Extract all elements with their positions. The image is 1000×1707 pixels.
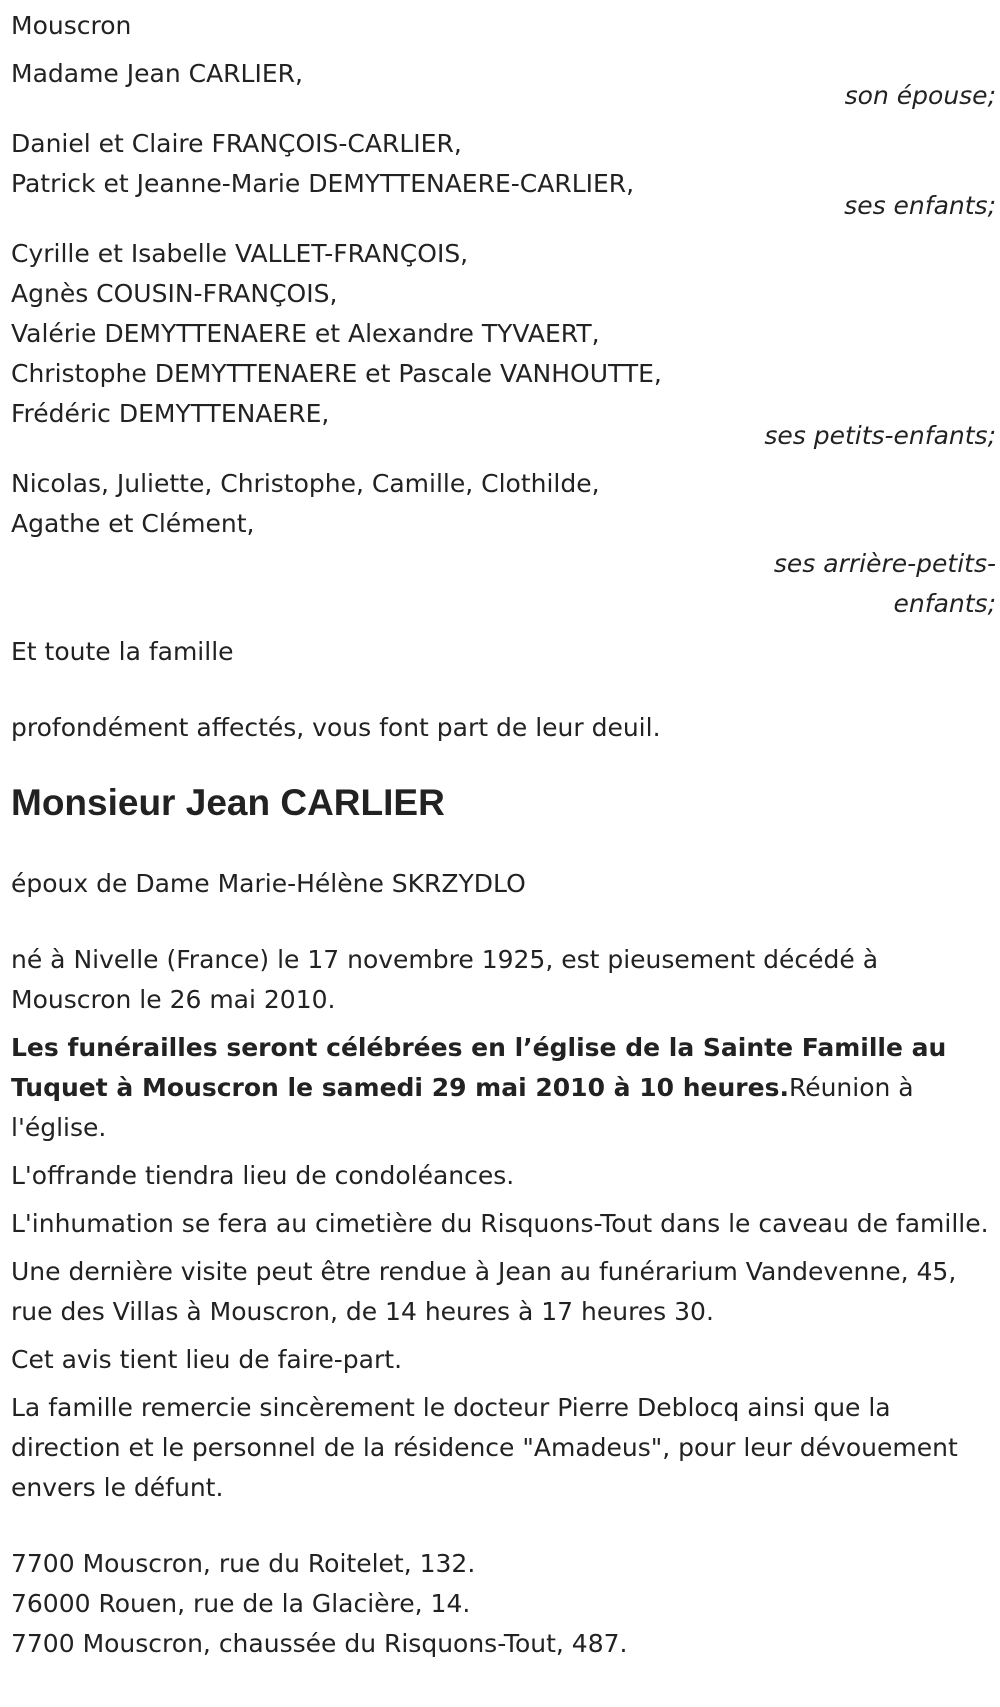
great-grandchild-name: Nicolas, Juliette, Christophe, Camille, Clothilde, bbox=[11, 469, 600, 498]
burial-paragraph: L'inhumation se fera au cimetière du Risquons-Tout dans le caveau de famille. bbox=[11, 1209, 989, 1238]
grandchildren-relation: ses petits-enfants; bbox=[764, 421, 996, 450]
spouse-name: Madame Jean CARLIER, bbox=[11, 59, 303, 88]
funeral-bold-text: Les funérailles seront célébrées en l’église de la Sainte Famille au Tuquet à Mouscron le samedi 29 mai 2010 à 10 heures. bbox=[11, 1033, 947, 1102]
grandchild-name: Christophe DEMYTTENAERE et Pascale VANHOUTTE, bbox=[11, 359, 662, 388]
grandchild-name: Valérie DEMYTTENAERE et Alexandre TYVAERT, bbox=[11, 319, 600, 348]
visit-paragraph: Une dernière visite peut être rendue à Jean au funérarium Vandevenne, 45, rue des Villas à Mouscron, de 14 heures à 17 heures 30. bbox=[11, 1257, 957, 1326]
great-grandchildren-relation-line1: ses arrière-petits- bbox=[773, 549, 996, 578]
great-grandchildren-relation-line2: enfants; bbox=[893, 589, 996, 618]
children-block bbox=[11, 124, 996, 226]
announcement-line: profondément affectés, vous font part de leur deuil. bbox=[11, 713, 661, 742]
obituary-notice bbox=[11, 6, 996, 1664]
thanks-paragraph: La famille remercie sincèrement le docteur Pierre Deblocq ainsi que la direction et le personnel de la résidence "Amadeus", pour leur dévouement envers le défunt. bbox=[11, 1393, 958, 1502]
birth-death-paragraph: né à Nivelle (France) le 17 novembre 1925, est pieusement décédé à Mouscron le 26 mai 2010. bbox=[11, 945, 879, 1014]
spouse-relation: son épouse; bbox=[844, 81, 996, 110]
addresses-block bbox=[11, 1544, 996, 1664]
address-line: 7700 Mouscron, rue du Roitelet, 132. bbox=[11, 1549, 476, 1578]
funeral-paragraph bbox=[11, 1028, 996, 1148]
children-relation: ses enfants; bbox=[844, 191, 996, 220]
grandchild-name: Agnès COUSIN-FRANÇOIS, bbox=[11, 279, 338, 308]
deceased-name: Monsieur Jean CARLIER bbox=[11, 782, 445, 823]
address-line: 76000 Rouen, rue de la Glacière, 14. bbox=[11, 1589, 471, 1618]
great-grandchild-name: Agathe et Clément, bbox=[11, 509, 255, 538]
all-family-line: Et toute la famille bbox=[11, 637, 234, 666]
child-name: Patrick et Jeanne-Marie DEMYTTENAERE-CARLIER, bbox=[11, 169, 635, 198]
grandchild-name: Cyrille et Isabelle VALLET-FRANÇOIS, bbox=[11, 239, 469, 268]
notice-paragraph: Cet avis tient lieu de faire-part. bbox=[11, 1345, 403, 1374]
address-line: 7700 Mouscron, chaussée du Risquons-Tout, 487. bbox=[11, 1629, 628, 1658]
grandchildren-block bbox=[11, 234, 996, 456]
spouse-of-line: époux de Dame Marie-Hélène SKRZYDLO bbox=[11, 869, 526, 898]
spouse-block bbox=[11, 54, 996, 116]
great-grandchildren-block bbox=[11, 464, 996, 624]
funeral-rest-text: Réunion à l'église. bbox=[11, 1073, 914, 1142]
grandchild-name: Frédéric DEMYTTENAERE, bbox=[11, 399, 330, 428]
town-name: Mouscron bbox=[11, 11, 132, 40]
child-name: Daniel et Claire FRANÇOIS-CARLIER, bbox=[11, 129, 462, 158]
offering-paragraph: L'offrande tiendra lieu de condoléances. bbox=[11, 1161, 515, 1190]
